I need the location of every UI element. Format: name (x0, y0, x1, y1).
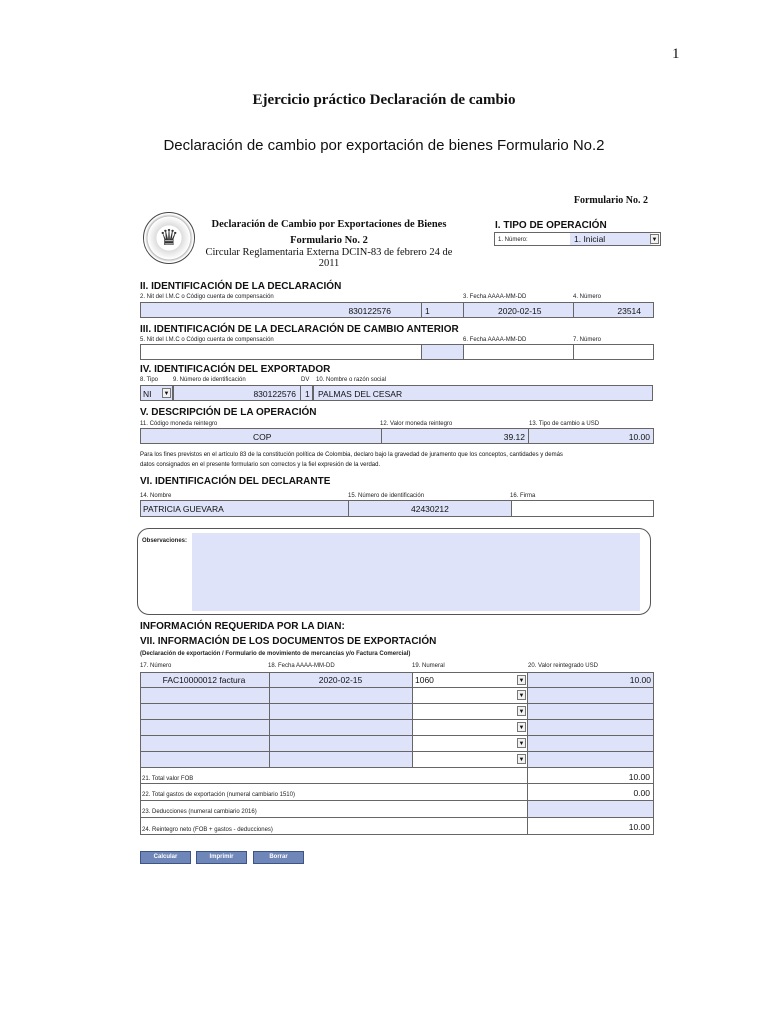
fecha-anterior-label: 6. Fecha AAAA-MM-DD (463, 337, 527, 343)
fecha-cell[interactable] (269, 720, 412, 735)
fecha-cell[interactable] (269, 688, 412, 703)
valor-cell[interactable] (527, 704, 655, 719)
bank-seal-logo: ♛ (143, 212, 195, 264)
declarante-nombre-label: 14. Nombre (140, 493, 172, 499)
valor-value: 10.00 (629, 675, 651, 685)
numero-label: 1. Número: (498, 237, 528, 243)
fecha-cell[interactable] (269, 704, 412, 719)
numero-cell[interactable] (141, 752, 269, 767)
numeral-select[interactable] (412, 704, 527, 719)
total-row-reintegro (140, 818, 654, 835)
valor-value[interactable]: 39.12 (503, 432, 525, 442)
form-number-label: Formulario No. 2 (573, 195, 648, 206)
numeral-select[interactable] (412, 688, 527, 703)
section-4-title: IV. IDENTIFICACIÓN DEL EXPORTADOR (140, 364, 331, 375)
table-row (140, 752, 654, 768)
tipo-select[interactable] (140, 385, 173, 401)
tipo-cambio-value[interactable]: 10.00 (628, 432, 650, 442)
moneda-label: 11. Código moneda reintegro (140, 421, 218, 427)
total-row-fob (140, 767, 654, 784)
nit-value[interactable]: 830122576 (348, 306, 391, 316)
table-row (140, 720, 654, 736)
fecha-cell[interactable] (269, 752, 412, 767)
numero-label: 4. Número (573, 294, 602, 300)
chevron-down-icon[interactable]: ▼ (517, 754, 526, 764)
total-gastos-value[interactable]: 0.00 (633, 788, 650, 798)
form-subtitle: Formulario No. 2 (290, 235, 368, 246)
col-fecha-header: 18. Fecha AAAA-MM-DD (268, 663, 335, 669)
declarante-nombre-value[interactable]: PATRICIA GUEVARA (143, 504, 224, 514)
total-fob-value[interactable]: 10.00 (628, 772, 650, 782)
chevron-down-icon[interactable]: ▼ (650, 234, 659, 244)
form-title: Declaración de Cambio por Exportaciones de Bienes (211, 219, 447, 230)
declarante-id-value[interactable]: 42430212 (411, 504, 449, 514)
fecha-value: 2020-02-15 (318, 675, 363, 685)
tipo-label: 8. Tipo (140, 377, 159, 383)
valor-cell[interactable] (527, 673, 655, 687)
numero-value[interactable]: 23514 (617, 306, 641, 316)
chevron-down-icon[interactable]: ▼ (517, 722, 526, 732)
numero-value: FAC10000012 factura (162, 675, 246, 685)
section-1-title: I. TIPO DE OPERACIÓN (495, 220, 607, 231)
imprimir-button[interactable]: Imprimir (196, 851, 247, 864)
table-row (140, 688, 654, 704)
document-title: Ejercicio práctico Declaración de cambio (252, 92, 516, 108)
total-gastos-label: 22. Total gastos de exportación (numeral cambiario 1510) (142, 792, 295, 798)
declaracion-row[interactable] (140, 302, 654, 318)
numeral-select[interactable] (412, 736, 527, 751)
moneda-value[interactable]: COP (253, 432, 272, 442)
chevron-down-icon[interactable]: ▼ (517, 690, 526, 700)
nit-anterior-label: 5. Nit del I.M.C o Código cuenta de compensación (140, 337, 274, 343)
observaciones-textarea[interactable] (192, 533, 640, 611)
valor-cell[interactable] (527, 720, 655, 735)
borrar-button[interactable]: Borrar (253, 851, 304, 864)
numero-cell[interactable] (141, 688, 269, 703)
tipo-cambio-label: 13. Tipo de cambio a USD (529, 421, 600, 427)
col-valor-header: 20. Valor reintegrado USD (528, 663, 598, 669)
nombre-value: PALMAS DEL CESAR (318, 389, 403, 399)
operacion-row[interactable] (140, 428, 654, 444)
dv-value: 1 (305, 389, 310, 399)
observaciones-label: Observaciones: (142, 538, 188, 544)
declaracion-anterior-row[interactable] (140, 344, 654, 360)
declaration-text-1: Para los fines previstos en el artículo 83 de la constitución política de Colombia, declaro bajo la gravedad de juramento que los conceptos, cantidades y demás (140, 452, 563, 458)
fecha-value[interactable]: 2020-02-15 (498, 306, 542, 316)
identificacion-value: 830122576 (253, 389, 296, 399)
reintegro-neto-label: 24. Reintegro neto (FOB + gastos - deducciones) (142, 827, 273, 833)
section-6-title: VI. IDENTIFICACIÓN DEL DECLARANTE (140, 476, 331, 487)
document-subtitle: Declaración de cambio por exportación de bienes Formulario No.2 (163, 137, 605, 154)
valor-label: 12. Valor moneda reintegro (380, 421, 453, 427)
total-row-deducciones (140, 801, 654, 818)
table-row (140, 672, 654, 688)
numeral-select[interactable] (412, 752, 527, 767)
valor-cell[interactable] (527, 752, 655, 767)
col-numero-header: 17. Número (140, 663, 172, 669)
valor-cell[interactable] (527, 736, 655, 751)
section-2-title: II. IDENTIFICACIÓN DE LA DECLARACIÓN (140, 281, 342, 292)
chevron-down-icon[interactable]: ▼ (517, 706, 526, 716)
numeral-value: 1060 (415, 675, 434, 685)
dian-title: INFORMACIÓN REQUERIDA POR LA DIAN: (140, 621, 345, 632)
numero-anterior-label: 7. Número (573, 337, 602, 343)
total-row-gastos (140, 784, 654, 801)
dv-label: DV (301, 377, 310, 383)
col-numeral-header: 19. Numeral (412, 663, 445, 669)
nit-label: 2. Nit del I.M.C o Código cuenta de compensación (140, 294, 274, 300)
calcular-button[interactable]: Calcular (140, 851, 191, 864)
section-7-title: VII. INFORMACIÓN DE LOS DOCUMENTOS DE EXPORTACIÓN (140, 636, 437, 647)
section-3-title: III. IDENTIFICACIÓN DE LA DECLARACIÓN DE CAMBIO ANTERIOR (140, 324, 459, 335)
total-fob-label: 21. Total valor FOB (142, 776, 194, 782)
section-5-title: V. DESCRIPCIÓN DE LA OPERACIÓN (140, 407, 317, 418)
numeral-select[interactable] (412, 720, 527, 735)
tipo-operacion-value: 1. Inicial (574, 234, 606, 244)
reintegro-neto-value[interactable]: 10.00 (628, 822, 650, 832)
nombre-field[interactable] (313, 385, 653, 401)
firma-label: 16. Firma (510, 493, 536, 499)
nombre-label: 10. Nombre o razón social (316, 377, 387, 383)
numero-cell[interactable] (141, 720, 269, 735)
table-row (140, 736, 654, 752)
chevron-down-icon[interactable]: ▼ (517, 738, 526, 748)
fecha-cell[interactable] (269, 673, 412, 687)
fecha-cell[interactable] (269, 736, 412, 751)
numero-cell[interactable] (141, 704, 269, 719)
dv-value[interactable]: 1 (425, 306, 430, 316)
fecha-label: 3. Fecha AAAA-MM-DD (463, 294, 527, 300)
identificacion-label: 9. Número de identificación (173, 377, 246, 383)
section-7-subtitle: (Declaración de exportación / Formulario de movimiento de mercancías y/o Factura Comercial) (140, 651, 411, 657)
circular-reference: Circular Reglamentaria Externa DCIN-83 de febrero 24 de 2011 (205, 247, 453, 269)
numero-cell[interactable] (141, 673, 269, 687)
page-number: 1 (672, 46, 680, 62)
declarante-id-label: 15. Número de identificación (348, 493, 425, 499)
deducciones-field[interactable] (527, 801, 653, 817)
declarante-row[interactable] (140, 500, 654, 517)
table-row (140, 704, 654, 720)
numero-cell[interactable] (141, 736, 269, 751)
chevron-down-icon[interactable]: ▼ (517, 675, 526, 685)
tipo-operacion-select[interactable] (494, 232, 661, 246)
valor-cell[interactable] (527, 688, 655, 703)
declaration-text-2: datos consignados en el presente formulario son correctos y la fiel expresión de la verdad. (140, 462, 381, 468)
deducciones-label: 23. Deducciones (numeral cambiario 2016) (142, 809, 257, 815)
chevron-down-icon[interactable]: ▼ (162, 388, 171, 398)
observaciones-box (137, 528, 651, 615)
numeral-select[interactable] (412, 673, 527, 687)
identificacion-field[interactable] (173, 385, 313, 401)
tipo-value: NI (143, 389, 152, 399)
